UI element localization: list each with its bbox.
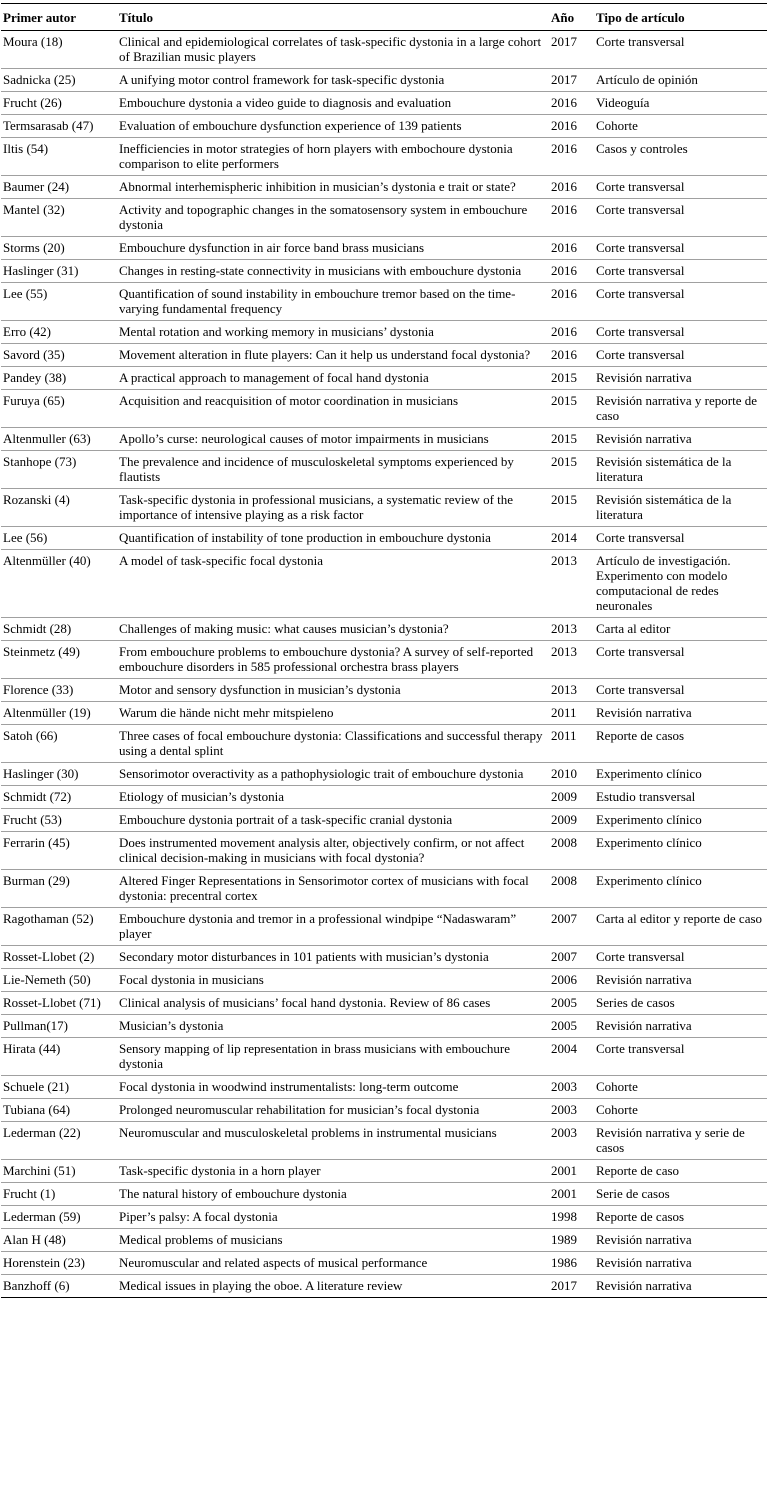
author-cell: Stanhope (73) [1,451,117,489]
year-cell: 2009 [549,786,594,809]
type-cell: Estudio transversal [594,786,767,809]
type-cell: Corte transversal [594,31,767,69]
author-cell: Lederman (59) [1,1206,117,1229]
type-cell: Experimento clínico [594,809,767,832]
table-row [1,1076,767,1099]
table-row [1,69,767,92]
title-cell: Abnormal interhemispheric inhibition in musician’s dystonia e trait or state? [117,176,549,199]
table-row [1,946,767,969]
table-row [1,550,767,618]
type-cell: Corte transversal [594,641,767,679]
year-cell: 2011 [549,725,594,763]
title-cell: Movement alteration in flute players: Can it help us understand focal dystonia? [117,344,549,367]
table-row [1,1099,767,1122]
author-cell: Lee (56) [1,527,117,550]
author-cell: Lie-Nemeth (50) [1,969,117,992]
title-cell: Neuromuscular and musculoskeletal problems in instrumental musicians [117,1122,549,1160]
year-cell: 2013 [549,618,594,641]
title-cell: Focal dystonia in woodwind instrumentalists: long-term outcome [117,1076,549,1099]
type-cell: Experimento clínico [594,763,767,786]
type-cell: Corte transversal [594,283,767,321]
title-cell: Piper’s palsy: A focal dystonia [117,1206,549,1229]
table-row [1,1183,767,1206]
type-cell: Reporte de casos [594,1206,767,1229]
author-cell: Ferrarin (45) [1,832,117,870]
year-cell: 2003 [549,1076,594,1099]
year-cell: 2005 [549,992,594,1015]
type-cell: Artículo de opinión [594,69,767,92]
type-cell: Carta al editor y reporte de caso [594,908,767,946]
table-row [1,199,767,237]
author-cell: Marchini (51) [1,1160,117,1183]
author-cell: Steinmetz (49) [1,641,117,679]
table-row [1,489,767,527]
header-author: Primer autor [1,4,117,31]
title-cell: A unifying motor control framework for task-specific dystonia [117,69,549,92]
table-row [1,1275,767,1298]
year-cell: 2003 [549,1099,594,1122]
title-cell: Prolonged neuromuscular rehabilitation for musician’s focal dystonia [117,1099,549,1122]
title-cell: Activity and topographic changes in the somatosensory system in embouchure dystonia [117,199,549,237]
title-cell: The natural history of embouchure dystonia [117,1183,549,1206]
type-cell: Corte transversal [594,321,767,344]
type-cell: Experimento clínico [594,832,767,870]
type-cell: Reporte de casos [594,725,767,763]
author-cell: Frucht (53) [1,809,117,832]
year-cell: 2016 [549,344,594,367]
title-cell: Apollo’s curse: neurological causes of motor impairments in musicians [117,428,549,451]
table-row [1,641,767,679]
type-cell: Corte transversal [594,679,767,702]
table-row [1,321,767,344]
title-cell: Does instrumented movement analysis alter, objectively confirm, or not affect clinical decision-making in musicians with focal dystonia? [117,832,549,870]
author-cell: Pullman(17) [1,1015,117,1038]
type-cell: Revisión sistemática de la literatura [594,451,767,489]
table-row [1,870,767,908]
type-cell: Revisión narrativa y reporte de caso [594,390,767,428]
author-cell: Frucht (1) [1,1183,117,1206]
title-cell: Sensory mapping of lip representation in brass musicians with embouchure dystonia [117,1038,549,1076]
type-cell: Videoguía [594,92,767,115]
author-cell: Tubiana (64) [1,1099,117,1122]
table-row [1,832,767,870]
type-cell: Revisión narrativa [594,1229,767,1252]
year-cell: 2016 [549,283,594,321]
title-cell: Changes in resting-state connectivity in musicians with embouchure dystonia [117,260,549,283]
year-cell: 2017 [549,31,594,69]
author-cell: Storms (20) [1,237,117,260]
year-cell: 2011 [549,702,594,725]
table-row [1,992,767,1015]
type-cell: Corte transversal [594,344,767,367]
table-row [1,237,767,260]
title-cell: Secondary motor disturbances in 101 patients with musician’s dystonia [117,946,549,969]
type-cell: Cohorte [594,1076,767,1099]
title-cell: Altered Finger Representations in Sensorimotor cortex of musicians with focal dystonia: precentral cortex [117,870,549,908]
type-cell: Revisión sistemática de la literatura [594,489,767,527]
year-cell: 2001 [549,1183,594,1206]
author-cell: Schuele (21) [1,1076,117,1099]
type-cell: Revisión narrativa [594,1015,767,1038]
title-cell: Embouchure dystonia portrait of a task-specific cranial dystonia [117,809,549,832]
author-cell: Hirata (44) [1,1038,117,1076]
table-row [1,618,767,641]
table-row [1,908,767,946]
year-cell: 2014 [549,527,594,550]
type-cell: Reporte de caso [594,1160,767,1183]
author-cell: Haslinger (31) [1,260,117,283]
title-cell: A practical approach to management of focal hand dystonia [117,367,549,390]
year-cell: 2004 [549,1038,594,1076]
year-cell: 1989 [549,1229,594,1252]
year-cell: 2013 [549,679,594,702]
year-cell: 1986 [549,1252,594,1275]
table-row [1,969,767,992]
year-cell: 2016 [549,237,594,260]
title-cell: Embouchure dysfunction in air force band brass musicians [117,237,549,260]
year-cell: 2010 [549,763,594,786]
author-cell: Furuya (65) [1,390,117,428]
table-row [1,451,767,489]
author-cell: Rosset-Llobet (2) [1,946,117,969]
title-cell: Quantification of sound instability in embouchure tremor based on the time-varying fundamental frequency [117,283,549,321]
type-cell: Carta al editor [594,618,767,641]
author-cell: Altenmuller (63) [1,428,117,451]
type-cell: Revisión narrativa [594,367,767,390]
table-row [1,176,767,199]
title-cell: Clinical and epidemiological correlates of task-specific dystonia in a large cohort of Brazilian music players [117,31,549,69]
title-cell: Mental rotation and working memory in musicians’ dystonia [117,321,549,344]
year-cell: 2007 [549,908,594,946]
type-cell: Serie de casos [594,1183,767,1206]
title-cell: Inefficiencies in motor strategies of horn players with embochoure dystonia comparison to elite performers [117,138,549,176]
year-cell: 2015 [549,428,594,451]
type-cell: Corte transversal [594,527,767,550]
year-cell: 2016 [549,199,594,237]
type-cell: Series de casos [594,992,767,1015]
header-title: Título [117,4,549,31]
title-cell: Sensorimotor overactivity as a pathophysiologic trait of embouchure dystonia [117,763,549,786]
table-row [1,1206,767,1229]
title-cell: Medical issues in playing the oboe. A literature review [117,1275,549,1298]
header-row [1,4,767,31]
author-cell: Sadnicka (25) [1,69,117,92]
year-cell: 2008 [549,832,594,870]
type-cell: Casos y controles [594,138,767,176]
author-cell: Rosset-Llobet (71) [1,992,117,1015]
table-row [1,725,767,763]
year-cell: 2016 [549,260,594,283]
table-row [1,1038,767,1076]
title-cell: Task-specific dystonia in professional musicians, a systematic review of the importance of intensive playing as a risk factor [117,489,549,527]
title-cell: Motor and sensory dysfunction in musician’s dystonia [117,679,549,702]
header-year: Año [549,4,594,31]
author-cell: Moura (18) [1,31,117,69]
type-cell: Corte transversal [594,260,767,283]
author-cell: Pandey (38) [1,367,117,390]
title-cell: Evaluation of embouchure dysfunction experience of 139 patients [117,115,549,138]
year-cell: 2013 [549,641,594,679]
author-cell: Lee (55) [1,283,117,321]
year-cell: 2016 [549,138,594,176]
author-cell: Schmidt (28) [1,618,117,641]
title-cell: Clinical analysis of musicians’ focal hand dystonia. Review of 86 cases [117,992,549,1015]
author-cell: Alan H (48) [1,1229,117,1252]
table-row [1,344,767,367]
type-cell: Revisión narrativa [594,702,767,725]
author-cell: Horenstein (23) [1,1252,117,1275]
year-cell: 2013 [549,550,594,618]
year-cell: 2016 [549,321,594,344]
header-type: Tipo de artículo [594,4,767,31]
title-cell: The prevalence and incidence of musculoskeletal symptoms experienced by flautists [117,451,549,489]
author-cell: Rozanski (4) [1,489,117,527]
title-cell: Embouchure dystonia a video guide to diagnosis and evaluation [117,92,549,115]
year-cell: 2001 [549,1160,594,1183]
table-row [1,283,767,321]
type-cell: Corte transversal [594,199,767,237]
author-cell: Altenmüller (19) [1,702,117,725]
table-row [1,260,767,283]
author-cell: Frucht (26) [1,92,117,115]
author-cell: Schmidt (72) [1,786,117,809]
title-cell: Quantification of instability of tone production in embouchure dystonia [117,527,549,550]
author-cell: Iltis (54) [1,138,117,176]
year-cell: 2008 [549,870,594,908]
table-row [1,138,767,176]
author-cell: Satoh (66) [1,725,117,763]
table-row [1,702,767,725]
table-row [1,428,767,451]
table-row [1,31,767,69]
type-cell: Corte transversal [594,176,767,199]
title-cell: Acquisition and reacquisition of motor coordination in musicians [117,390,549,428]
author-cell: Erro (42) [1,321,117,344]
type-cell: Revisión narrativa [594,1275,767,1298]
table-row [1,115,767,138]
title-cell: Challenges of making music: what causes musician’s dystonia? [117,618,549,641]
title-cell: Focal dystonia in musicians [117,969,549,992]
year-cell: 2016 [549,115,594,138]
table-row [1,679,767,702]
year-cell: 2003 [549,1122,594,1160]
table-row [1,1015,767,1038]
year-cell: 2017 [549,69,594,92]
author-cell: Mantel (32) [1,199,117,237]
table-row [1,527,767,550]
table-row [1,1229,767,1252]
table-row [1,92,767,115]
author-cell: Savord (35) [1,344,117,367]
year-cell: 2015 [549,390,594,428]
table-row [1,1122,767,1160]
year-cell: 2007 [549,946,594,969]
type-cell: Revisión narrativa [594,1252,767,1275]
type-cell: Cohorte [594,115,767,138]
author-cell: Banzhoff (6) [1,1275,117,1298]
title-cell: Task-specific dystonia in a horn player [117,1160,549,1183]
table-row [1,809,767,832]
author-cell: Florence (33) [1,679,117,702]
year-cell: 1998 [549,1206,594,1229]
type-cell: Revisión narrativa [594,969,767,992]
type-cell: Corte transversal [594,1038,767,1076]
title-cell: Medical problems of musicians [117,1229,549,1252]
author-cell: Burman (29) [1,870,117,908]
title-cell: Etiology of musician’s dystonia [117,786,549,809]
year-cell: 2016 [549,176,594,199]
author-cell: Haslinger (30) [1,763,117,786]
type-cell: Corte transversal [594,946,767,969]
author-cell: Baumer (24) [1,176,117,199]
table-row [1,1160,767,1183]
table-row [1,763,767,786]
year-cell: 2006 [549,969,594,992]
table-row [1,1252,767,1275]
type-cell: Revisión narrativa [594,428,767,451]
title-cell: Embouchure dystonia and tremor in a professional windpipe “Nadaswaram” player [117,908,549,946]
year-cell: 2009 [549,809,594,832]
year-cell: 2015 [549,451,594,489]
author-cell: Altenmüller (40) [1,550,117,618]
type-cell: Artículo de investigación. Experimento con modelo computacional de redes neuronales [594,550,767,618]
title-cell: Musician’s dystonia [117,1015,549,1038]
table-row [1,786,767,809]
year-cell: 2005 [549,1015,594,1038]
author-cell: Ragothaman (52) [1,908,117,946]
title-cell: Three cases of focal embouchure dystonia: Classifications and successful therapy using a dental splint [117,725,549,763]
author-cell: Termsarasab (47) [1,115,117,138]
table-row [1,367,767,390]
year-cell: 2015 [549,489,594,527]
type-cell: Corte transversal [594,237,767,260]
title-cell: Warum die hände nicht mehr mitspieleno [117,702,549,725]
type-cell: Experimento clínico [594,870,767,908]
year-cell: 2016 [549,92,594,115]
title-cell: From embouchure problems to embouchure dystonia? A survey of self-reported embouchure disorders in 585 professional orchestra brass players [117,641,549,679]
type-cell: Revisión narrativa y serie de casos [594,1122,767,1160]
articles-table [1,3,767,1298]
author-cell: Lederman (22) [1,1122,117,1160]
table-row [1,390,767,428]
title-cell: A model of task-specific focal dystonia [117,550,549,618]
type-cell: Cohorte [594,1099,767,1122]
year-cell: 2015 [549,367,594,390]
title-cell: Neuromuscular and related aspects of musical performance [117,1252,549,1275]
year-cell: 2017 [549,1275,594,1298]
